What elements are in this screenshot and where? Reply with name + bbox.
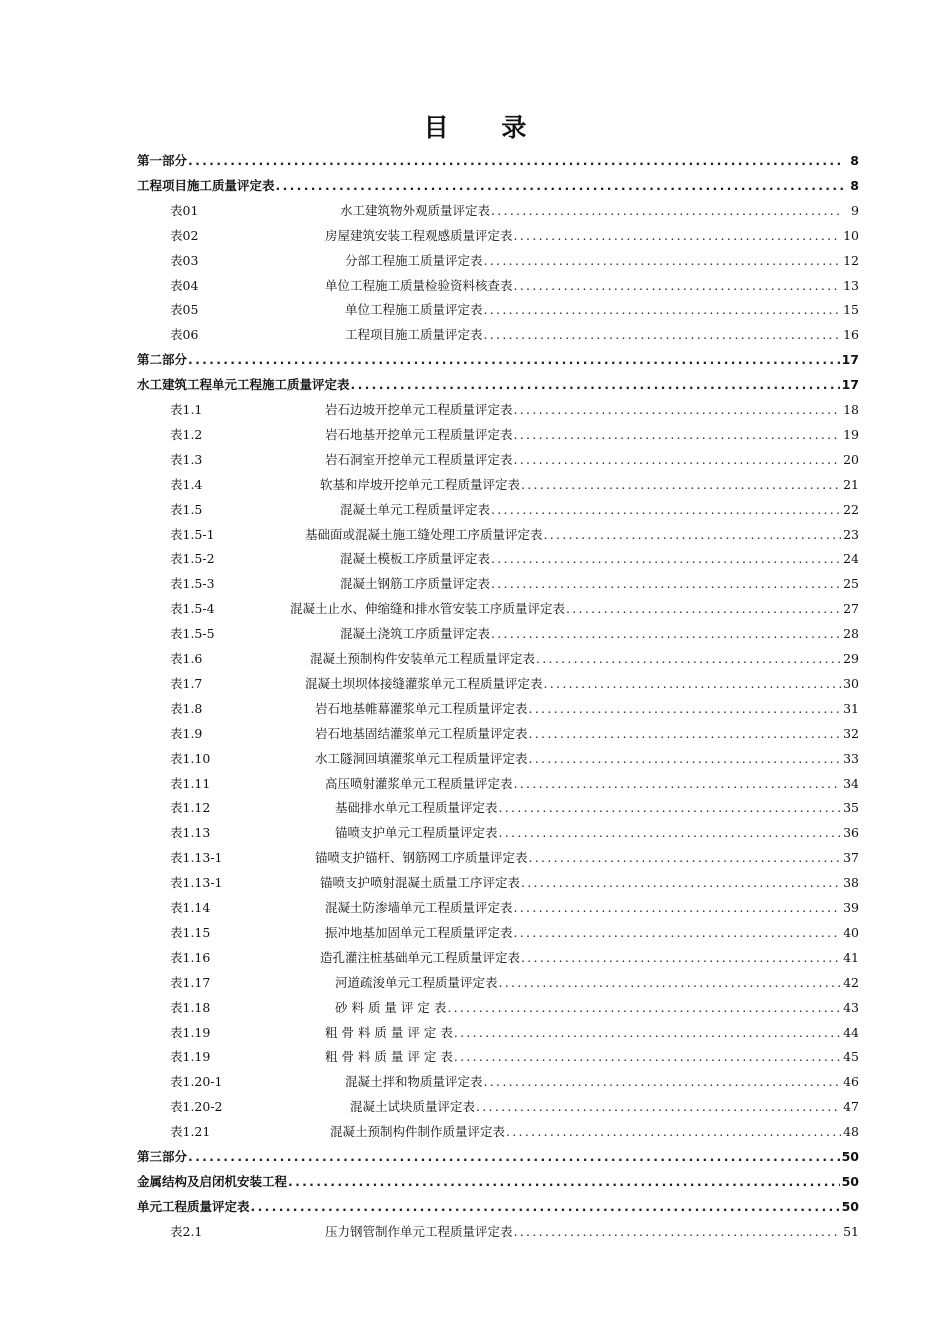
toc-leader-dots: [499, 970, 842, 995]
toc-page-number: 29: [843, 651, 859, 666]
toc-page-number: 35: [843, 800, 859, 816]
toc-leader-dots: [476, 1094, 841, 1119]
toc-item-title: 混凝土坝坝体接缝灌浆单元工程质量评定表: [305, 675, 543, 691]
toc-item-number: 表1.21: [170, 1124, 211, 1140]
toc-item-entry[interactable]: [170, 497, 859, 522]
toc-leader-dots: [521, 472, 841, 497]
toc-section-title: 第二部分: [137, 352, 188, 368]
toc-item-entry[interactable]: [170, 671, 859, 696]
toc-item-number: 表1.18: [170, 999, 211, 1015]
toc-section-title: 工程项目施工质量评定表: [137, 177, 275, 193]
toc-page-number: 25: [843, 576, 859, 592]
toc-leader-dots: [514, 895, 842, 920]
toc-item-number: 表1.5-1: [170, 526, 215, 542]
toc-section-entry[interactable]: [137, 1144, 859, 1169]
toc-item-number: 表1.20-1: [170, 1074, 223, 1090]
toc-item-title: 造孔灌注桩基础单元工程质量评定表: [320, 949, 521, 965]
toc-section-entry[interactable]: [137, 173, 859, 198]
toc-item-entry[interactable]: [170, 970, 859, 995]
toc-page-number: 28: [843, 626, 859, 642]
toc-item-number: 表06: [170, 327, 199, 343]
toc-leader-dots: [514, 447, 842, 472]
toc-item-number: 表02: [170, 227, 199, 243]
toc-item-title: 混凝土止水、伸缩缝和排水管安装工序质量评定表: [290, 601, 566, 617]
toc-item-entry[interactable]: [170, 721, 859, 746]
toc-item-title: 混凝土钢筋工序质量评定表: [340, 576, 491, 592]
toc-leader-dots: [514, 273, 842, 298]
toc-page-number: 48: [843, 1124, 859, 1140]
toc-item-title: 高压喷射灌浆单元工程质量评定表: [325, 775, 513, 791]
toc-leader-dots: [491, 621, 841, 646]
toc-section-entry[interactable]: [137, 1194, 859, 1219]
toc-item-title: 岩石边坡开挖单元工程质量评定表: [325, 402, 513, 417]
toc-item-number: 表1.20-2: [170, 1099, 223, 1115]
toc-item-number: 表1.5-2: [170, 551, 215, 567]
toc-item-number: 表1.19: [170, 1049, 211, 1065]
toc-item-number: 表1.5-4: [170, 601, 215, 617]
toc-item-title: 房屋建筑安装工程观感质量评定表: [325, 227, 513, 243]
toc-leader-dots: [499, 795, 842, 820]
toc-item-entry[interactable]: [170, 1020, 859, 1045]
toc-section-entry[interactable]: [137, 372, 859, 397]
toc-item-entry[interactable]: [170, 1094, 859, 1119]
toc-item-number: 表1.19: [170, 1024, 211, 1040]
toc-item-entry[interactable]: [170, 995, 859, 1020]
toc-item-number: 表1.13: [170, 825, 211, 841]
toc-leader-dots: [529, 845, 842, 870]
toc-page-number: 44: [843, 1024, 859, 1040]
toc-item-entry[interactable]: [170, 248, 859, 273]
toc-page-number: 17: [841, 352, 859, 368]
toc-item-title: 单位工程施工质量评定表: [345, 302, 483, 318]
toc-section-title: 单元工程质量评定表: [137, 1198, 250, 1214]
toc-leader-dots: [188, 1144, 840, 1169]
toc-item-title: 基础面或混凝土施工缝处理工序质量评定表: [305, 526, 543, 542]
toc-page-number: 8: [850, 177, 859, 193]
toc-item-number: 表1.14: [170, 900, 211, 915]
toc-leader-dots: [544, 671, 842, 696]
toc-item-title: 锚喷支护锚杆、钢筋网工序质量评定表: [315, 850, 528, 866]
toc-item-title: 混凝土浇筑工序质量评定表: [340, 626, 491, 642]
toc-item-entry[interactable]: [170, 322, 859, 347]
toc-item-entry[interactable]: [170, 1119, 859, 1144]
toc-leader-dots: [454, 1044, 841, 1069]
toc-leader-dots: [484, 297, 842, 322]
toc-page-number: 20: [843, 451, 859, 467]
toc-leader-dots: [491, 571, 841, 596]
toc-item-number: 表1.16: [170, 949, 211, 965]
toc-item-entry[interactable]: [170, 422, 859, 447]
toc-item-title: 压力钢管制作单元工程质量评定表: [325, 1223, 513, 1239]
toc-page-number: 18: [843, 402, 859, 417]
toc-page-number: 47: [843, 1099, 859, 1115]
toc-leader-dots: [506, 1119, 841, 1144]
toc-item-entry[interactable]: [170, 1044, 859, 1069]
toc-leader-dots: [491, 546, 841, 571]
toc-page-number: 40: [843, 924, 859, 940]
toc-leader-dots: [351, 372, 840, 397]
toc-page-number: 50: [841, 1173, 859, 1189]
toc-page-number: 34: [843, 775, 859, 791]
toc-page-number: 21: [843, 476, 859, 492]
toc-item-entry[interactable]: [170, 223, 859, 248]
toc-section-title: 第一部分: [137, 153, 188, 168]
toc-leader-dots: [521, 870, 841, 895]
toc-item-number: 表1.5-5: [170, 626, 215, 642]
toc-page-number: 9: [851, 202, 859, 218]
toc-page-number: 41: [843, 949, 859, 965]
toc-leader-dots: [536, 646, 841, 671]
toc-leader-dots: [484, 322, 842, 347]
toc-leader-dots: [521, 945, 841, 970]
toc-item-number: 表1.5: [170, 501, 203, 517]
toc-leader-dots: [288, 1169, 840, 1194]
toc-leader-dots: [514, 422, 842, 447]
toc-leader-dots: [514, 397, 842, 422]
toc-item-title: 岩石地基固结灌浆单元工程质量评定表: [315, 725, 528, 741]
toc-page-number: 16: [843, 327, 859, 343]
toc-item-title: 粗 骨 料 质 量 评 定 表: [325, 1024, 453, 1040]
toc-item-title: 软基和岸坡开挖单元工程质量评定表: [320, 476, 521, 492]
toc-item-entry[interactable]: [170, 1069, 859, 1094]
toc-item-entry[interactable]: [170, 820, 859, 845]
toc-leader-dots: [514, 920, 842, 945]
toc-page-number: 43: [843, 999, 859, 1015]
toc-leader-dots: [544, 522, 842, 547]
toc-page-number: 36: [843, 825, 859, 841]
toc-item-title: 水工隧洞回填灌浆单元工程质量评定表: [315, 750, 528, 766]
toc-item-entry[interactable]: [170, 522, 859, 547]
toc-section-entry[interactable]: [137, 1169, 859, 1194]
toc-item-entry[interactable]: [170, 895, 859, 920]
toc-item-entry[interactable]: [170, 297, 859, 322]
toc-page-number: 32: [843, 725, 859, 741]
toc-leader-dots: [566, 596, 841, 621]
toc-page-number: 45: [843, 1049, 859, 1065]
toc-item-entry[interactable]: [170, 945, 859, 970]
toc-page-number: 19: [843, 426, 859, 442]
toc-leader-dots: [491, 198, 843, 223]
toc-page-number: 31: [843, 700, 859, 716]
toc-page-number: 10: [843, 227, 859, 243]
toc-page-number: 23: [843, 526, 859, 542]
toc-page-number: 33: [843, 750, 859, 766]
toc-item-number: 表1.5-3: [170, 576, 215, 592]
toc-leader-dots: [529, 746, 842, 771]
toc-leader-dots: [514, 223, 842, 248]
toc-page-number: 51: [843, 1223, 859, 1239]
toc-page-number: 8: [850, 153, 859, 168]
toc-leader-dots: [529, 696, 842, 721]
toc-item-title: 混凝土试块质量评定表: [350, 1099, 476, 1115]
toc-leader-dots: [251, 1194, 840, 1219]
toc-item-number: 表01: [170, 202, 199, 218]
toc-item-number: 表2.1: [170, 1223, 203, 1239]
toc-item-entry[interactable]: [170, 1219, 859, 1244]
toc-item-number: 表1.3: [170, 451, 203, 467]
toc-item-title: 混凝土预制构件制作质量评定表: [330, 1124, 506, 1140]
toc-leader-dots: [188, 148, 843, 173]
toc-item-entry[interactable]: [170, 646, 859, 671]
toc-item-number: 表1.2: [170, 426, 203, 442]
toc-item-title: 混凝土模板工序质量评定表: [340, 551, 491, 567]
toc-item-title: 锚喷支护单元工程质量评定表: [335, 825, 498, 841]
toc-item-title: 混凝土防渗墙单元工程质量评定表: [325, 900, 513, 915]
toc-page-number: 39: [843, 900, 859, 915]
toc-item-title: 锚喷支护喷射混凝土质量工序评定表: [320, 875, 521, 891]
toc-leader-dots: [454, 1020, 841, 1045]
toc-page-number: 15: [843, 302, 859, 318]
toc-leader-dots: [514, 1219, 842, 1244]
toc-leader-dots: [484, 1069, 842, 1094]
toc-item-title: 混凝土单元工程质量评定表: [340, 501, 491, 517]
toc-leader-dots: [276, 173, 843, 198]
toc-section-entry[interactable]: [137, 347, 859, 372]
toc-leader-dots: [484, 248, 842, 273]
toc-page-number: 17: [841, 377, 859, 393]
toc-item-entry[interactable]: [170, 621, 859, 646]
page-title: 目 录: [423, 113, 549, 142]
toc-item-title: 水工建筑物外观质量评定表: [340, 202, 491, 218]
toc-item-title: 混凝土预制构件安装单元工程质量评定表: [310, 651, 536, 666]
toc-item-title: 单位工程施工质量检验资料核查表: [325, 277, 513, 293]
toc-item-number: 表05: [170, 302, 199, 318]
toc-item-number: 表1.6: [170, 651, 203, 666]
toc-item-number: 表1.13-1: [170, 875, 223, 891]
toc-item-number: 表1.9: [170, 725, 203, 741]
toc-item-title: 振冲地基加固单元工程质量评定表: [325, 924, 513, 940]
toc-item-entry[interactable]: [170, 746, 859, 771]
toc-item-title: 粗 骨 料 质 量 评 定 表: [325, 1049, 453, 1065]
toc-page-number: 46: [843, 1074, 859, 1090]
toc-page-number: 38: [843, 875, 859, 891]
toc-item-entry[interactable]: [170, 795, 859, 820]
toc-item-number: 表1.7: [170, 675, 203, 691]
toc-item-number: 表1.11: [170, 775, 211, 791]
toc-item-number: 表03: [170, 252, 199, 268]
toc-item-number: 表1.17: [170, 974, 211, 990]
toc-page-number: 30: [843, 675, 859, 691]
toc-page-number: 50: [841, 1198, 859, 1214]
toc-item-number: 表1.12: [170, 800, 211, 816]
toc-item-entry[interactable]: [170, 596, 859, 621]
toc-section-title: 水工建筑工程单元工程施工质量评定表: [137, 377, 350, 393]
toc-page-number: 50: [841, 1149, 859, 1164]
toc-item-entry[interactable]: [170, 771, 859, 796]
toc-leader-dots: [499, 820, 842, 845]
toc-item-title: 岩石地基帷幕灌浆单元工程质量评定表: [315, 700, 528, 716]
toc-item-entry[interactable]: [170, 546, 859, 571]
toc-page-number: 12: [843, 252, 859, 268]
toc-leader-dots: [447, 995, 841, 1020]
toc-leader-dots: [514, 771, 842, 796]
toc-item-entry[interactable]: [170, 472, 859, 497]
toc-leader-dots: [529, 721, 842, 746]
toc-section-entry[interactable]: [137, 148, 859, 173]
toc-page-number: 37: [843, 850, 859, 866]
toc-item-number: 表1.1: [170, 402, 203, 417]
toc-item-number: 表1.15: [170, 924, 211, 940]
toc-item-entry[interactable]: [170, 198, 859, 223]
toc-item-entry[interactable]: [170, 870, 859, 895]
toc-section-title: 第三部分: [137, 1149, 188, 1164]
toc-item-entry[interactable]: [170, 696, 859, 721]
toc-item-title: 分部工程施工质量评定表: [345, 252, 483, 268]
toc-item-number: 表04: [170, 277, 199, 293]
toc-page-number: 13: [843, 277, 859, 293]
toc-item-title: 岩石地基开挖单元工程质量评定表: [325, 426, 513, 442]
toc-page-number: 27: [843, 601, 859, 617]
toc-item-entry[interactable]: [170, 845, 859, 870]
toc-item-title: 工程项目施工质量评定表: [345, 327, 483, 343]
toc-item-title: 河道疏浚单元工程质量评定表: [335, 974, 498, 990]
toc-item-title: 混凝土拌和物质量评定表: [345, 1074, 483, 1090]
toc-item-title: 基础排水单元工程质量评定表: [335, 800, 498, 816]
toc-item-entry[interactable]: [170, 397, 859, 422]
toc-item-number: 表1.4: [170, 476, 203, 492]
toc-item-entry[interactable]: [170, 273, 859, 298]
toc-page-number: 24: [843, 551, 859, 567]
toc-leader-dots: [491, 497, 841, 522]
toc-item-number: 表1.8: [170, 700, 203, 716]
toc-item-entry[interactable]: [170, 447, 859, 472]
toc-item-number: 表1.13-1: [170, 850, 223, 866]
toc-item-title: 岩石洞室开挖单元工程质量评定表: [325, 451, 513, 467]
toc-section-title: 金属结构及启闭机安装工程: [137, 1173, 288, 1189]
toc-leader-dots: [188, 347, 840, 372]
toc-item-number: 表1.10: [170, 750, 211, 766]
toc-item-entry[interactable]: [170, 920, 859, 945]
toc-page-number: 42: [843, 974, 859, 990]
toc-item-title: 砂 料 质 量 评 定 表: [335, 999, 447, 1015]
toc-page-number: 22: [843, 501, 859, 517]
toc-item-entry[interactable]: [170, 571, 859, 596]
